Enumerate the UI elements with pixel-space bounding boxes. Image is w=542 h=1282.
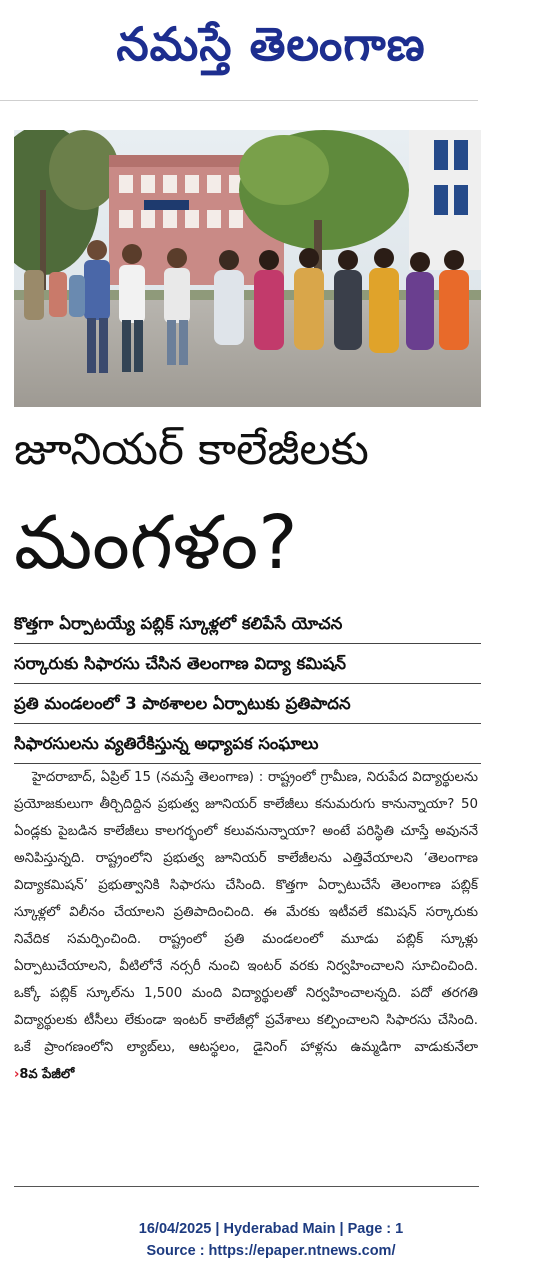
students-walking-photo bbox=[14, 130, 481, 407]
sub-headlines bbox=[14, 604, 481, 764]
footer-divider bbox=[14, 1186, 479, 1187]
masthead-divider bbox=[0, 100, 478, 101]
news-photo bbox=[14, 130, 481, 407]
continued-label: 8వ పేజీలో bbox=[19, 1067, 75, 1082]
arrow-right-icon: › bbox=[14, 1067, 20, 1082]
deck-line: సిఫారసులను వ్యతిరేకిస్తున్న అధ్యాపక సంఘాలు bbox=[14, 724, 481, 764]
continued-on-page[interactable] bbox=[14, 1067, 74, 1082]
newspaper-logo: నమస్తే తెలంగాణ bbox=[116, 17, 426, 71]
footer-date-edition: 16/04/2025 | Hyderabad Main | Page : 1 bbox=[138, 1221, 404, 1237]
headline-line-2: మంగళం? bbox=[14, 500, 298, 586]
article-body bbox=[14, 764, 478, 1088]
epaper-footer bbox=[0, 1218, 542, 1262]
footer-source-link[interactable]: Source : https://epaper.ntnews.com/ bbox=[146, 1243, 396, 1259]
headline-line-1: జూనియర్ కాలేజీలకు bbox=[14, 424, 369, 475]
deck-line: సర్కారుకు సిఫారసు చేసిన తెలంగాణ విద్యా కమిషన్ bbox=[14, 644, 481, 684]
masthead bbox=[0, 0, 542, 100]
deck-line: కొత్తగా ఏర్పాటయ్యే పబ్లిక్ స్కూళ్లలో కలిపేసే యోచన bbox=[14, 604, 481, 644]
article-body-text: హైదరాబాద్, ఏప్రిల్ 15 (నమస్తే తెలంగాణ) : రాష్ట్రంలో గ్రామీణ, నిరుపేద విద్యార్థులను ప్రయోజకులుగా తీర్చిదిద్దిన ప్రభుత్వ జూనియర్ కాలేజీలు కనుమరుగు కానున్నాయా? 50 ఏండ్లకు పైబడిన కాలేజీలు కాలగర్భంలో కలువనున్నాయా? అంటే పరిస్థితి చూస్తే అవుననే అనిపిస్తున్నది. రాష్ట్రంలోని ప్రభుత్వ జూనియర్ కాలేజీలను ఎత్తివేయాలని ‘తెలంగాణ విద్యాకమిషన్’ ప్రభుత్వానికి సిఫారసు చేసింది. కొత్తగా ఏర్పాటుచేసే తెలంగాణ పబ్లిక్ స్కూళ్లలో విలీనం చేయాలని ప్రతిపాదించింది. ఈ మేరకు ఇటీవలే కమిషన్ సర్కారుకు నివేదిక సమర్పించింది. రాష్ట్రంలో ప్రతి మండలంలో మూడు పబ్లిక్ స్కూళ్లు ఏర్పాటుచేయాలని, వీటిలోనే నర్సరీ నుంచి ఇంటర్ వరకు నిర్వహించాలని సూచించింది. ఒక్కో పబ్లిక్ స్కూల్‌ను 1,500 మంది విద్యార్థులతో నిర్వహించాలన్నది. పదో తరగతి విద్యార్థులకు టీసీలు లేకుండా ఇంటర్ కాలేజీల్లో ప్రవేశాలు కల్పించాలని సిఫారసు చేసింది. ఒకే ప్రాంగణంలోని ల్యాబ్‌లు, ఆటస్థలం, డైనింగ్ హాళ్లను ఉమ్మడిగా వాడుకునేలా bbox=[14, 770, 478, 1055]
deck-line: ప్రతి మండలంలో 3 పాఠశాలల ఏర్పాటుకు ప్రతిపాదన bbox=[14, 684, 481, 724]
